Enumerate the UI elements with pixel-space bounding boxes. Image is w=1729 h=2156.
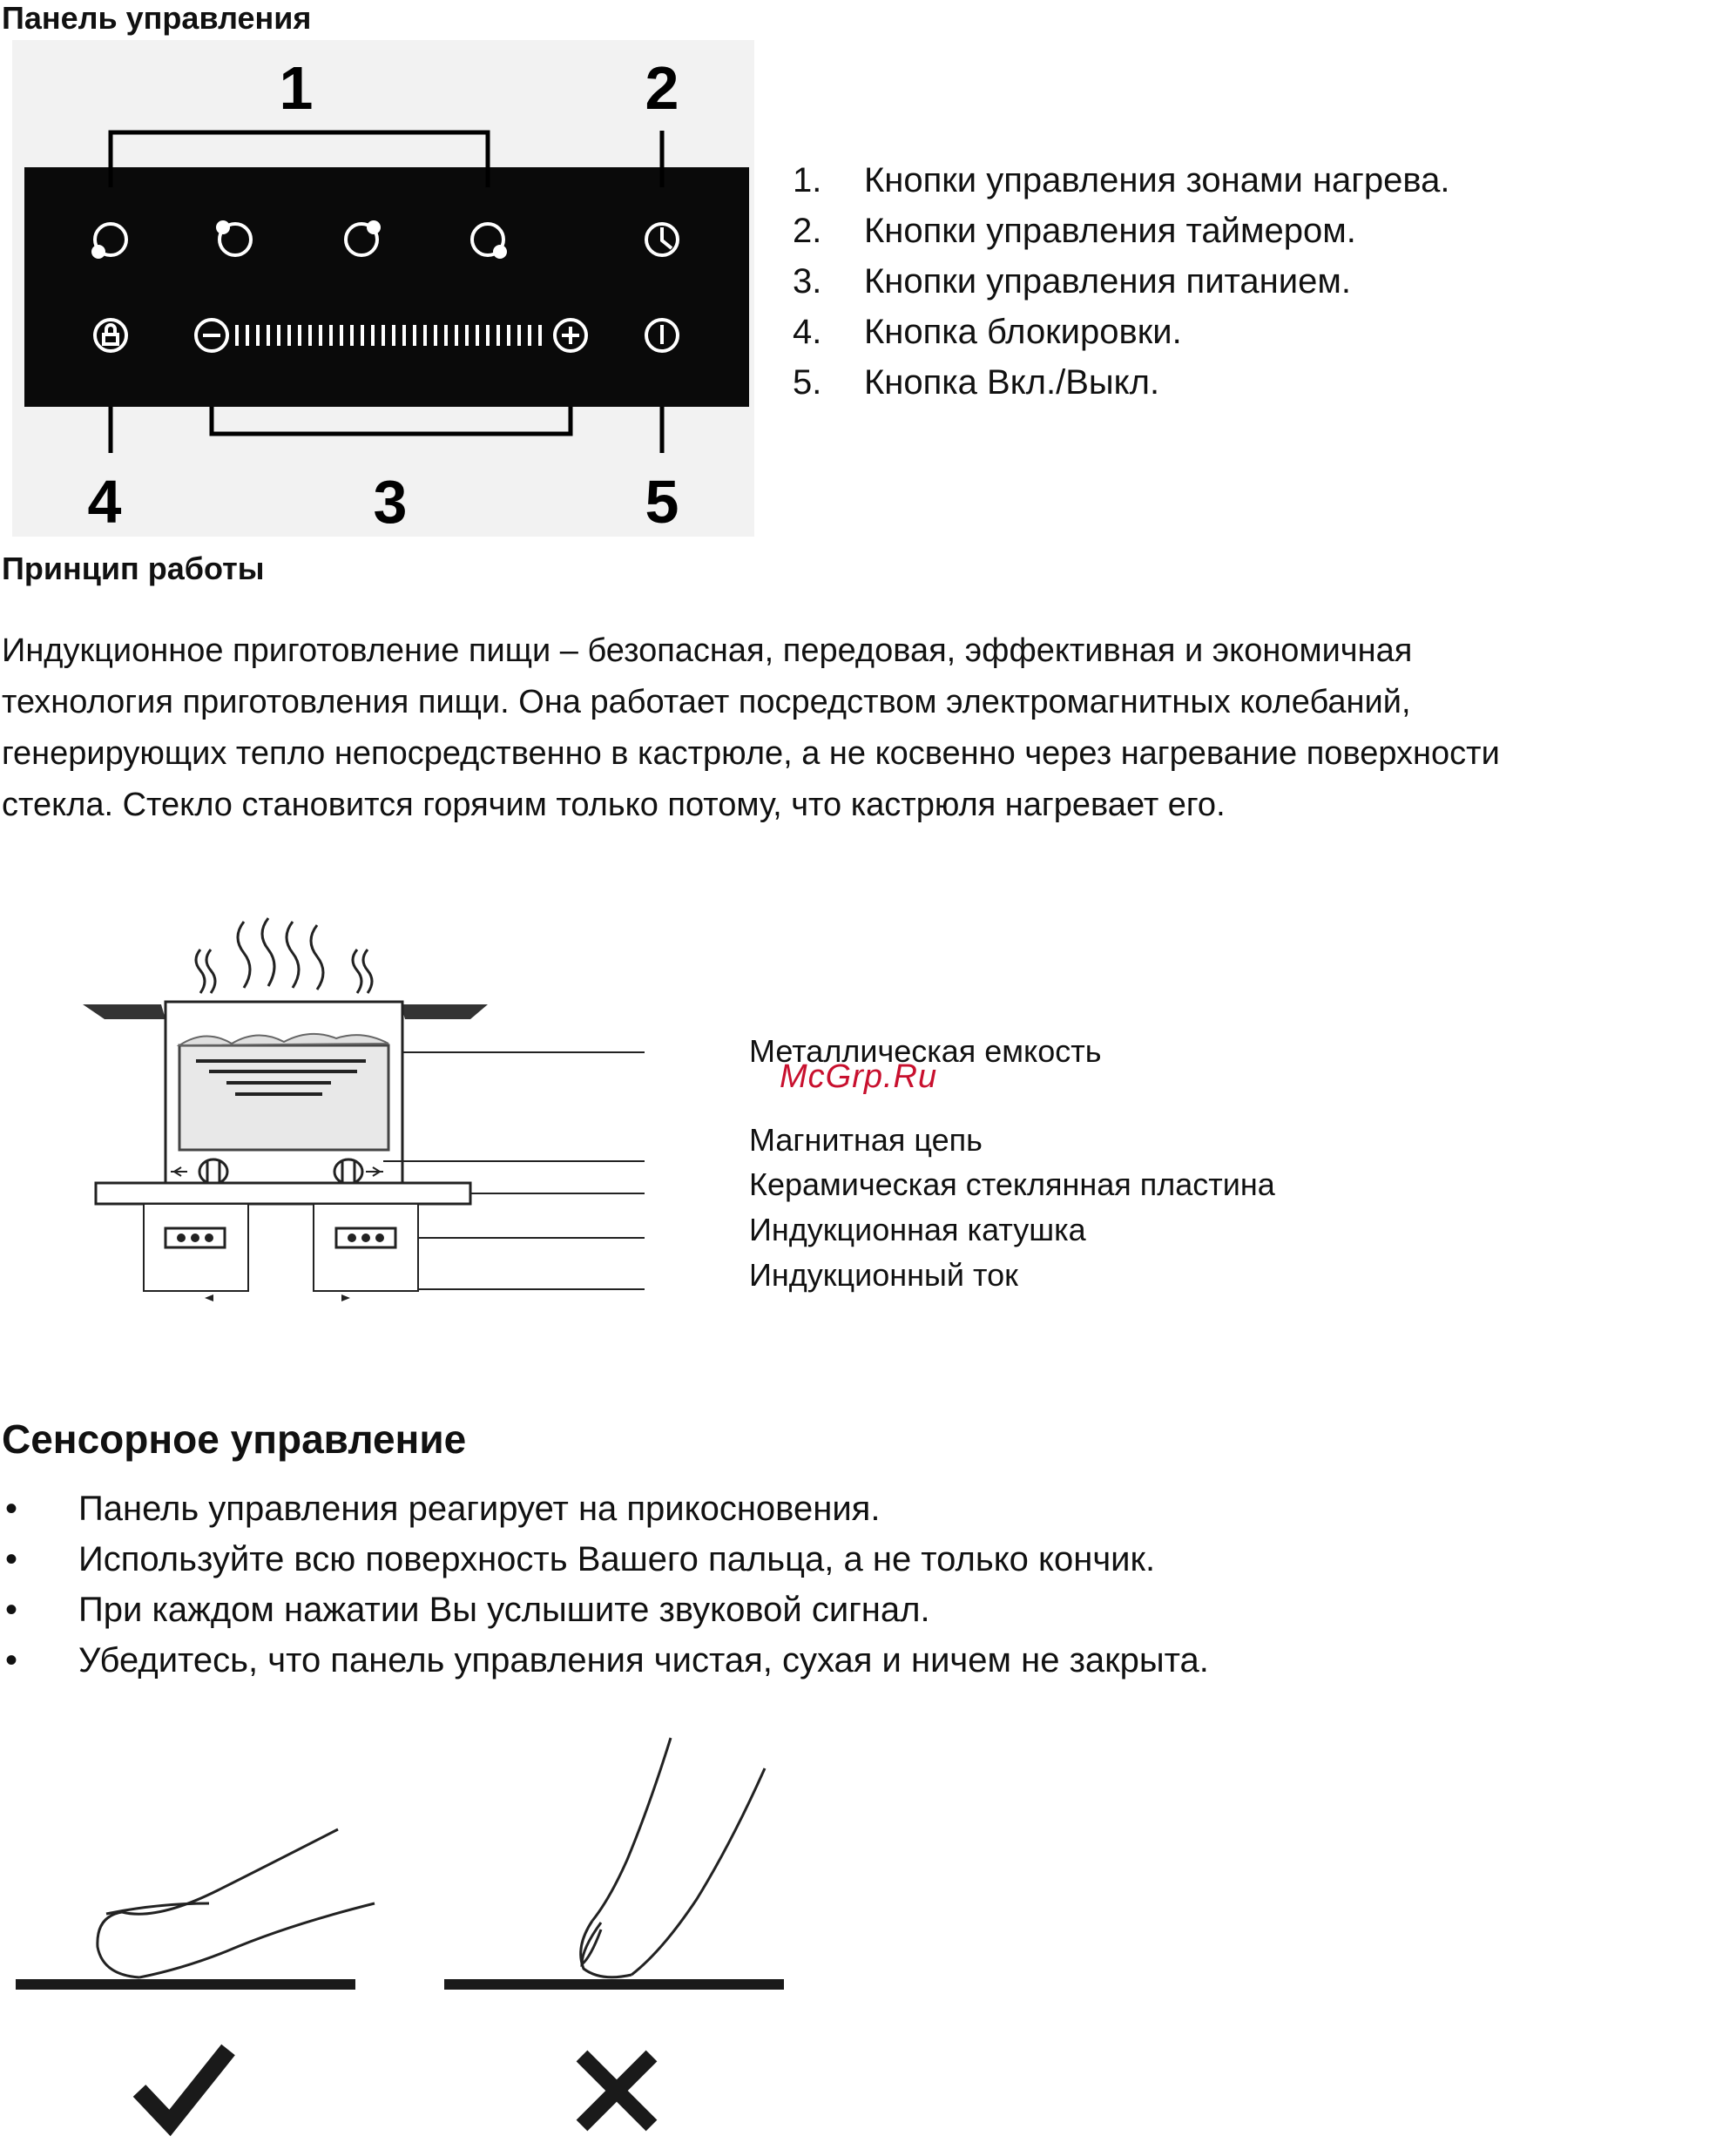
sensor-bullet-2: • Используйте всю поверхность Вашего пальца, а не только кончик. — [5, 1540, 1156, 1578]
control-panel-diagram — [0, 35, 767, 540]
sensor-bullet-1: • Панель управления реагирует на прикосновения. — [5, 1490, 881, 1528]
callout-2: 2 — [645, 54, 679, 122]
legend-item-2: 2. Кнопки управления таймером. — [793, 212, 1356, 250]
callout-1: 1 — [279, 54, 314, 122]
steam-lines — [196, 918, 372, 993]
sensor-bullet-list — [2, 1484, 1209, 1686]
label-metal-container: Металлическая емкость — [749, 1033, 1102, 1069]
fingertip-wrong — [581, 1738, 765, 1977]
surface-right — [444, 1979, 784, 1990]
leader-lines — [383, 1052, 645, 1289]
legend-item-4: 4. Кнопка блокировки. — [793, 313, 1182, 351]
watermark: McGrp.Ru — [780, 1058, 938, 1095]
label-ceramic-plate: Керамическая стеклянная пластина — [749, 1166, 1275, 1202]
control-panel-body — [24, 167, 749, 407]
panel-section-title: Панель управления — [2, 0, 312, 36]
induction-coil-left — [144, 1204, 248, 1291]
induction-current-arrow-left — [205, 1294, 213, 1301]
finger-touch-illustration — [0, 1720, 801, 2156]
panel-legend — [793, 155, 1450, 408]
principle-line-1: Индукционное приготовление пищи – безопасная, передовая, эффективная и экономичная — [2, 632, 1413, 669]
induction-current-arrow-right — [341, 1294, 350, 1301]
sensor-section-title: Сенсорное управление — [2, 1416, 467, 1462]
pan-handle-left — [83, 1004, 165, 1019]
callout-4: 4 — [87, 468, 122, 536]
flat-finger-correct — [98, 1829, 375, 1977]
label-induction-current: Индукционный ток — [749, 1257, 1018, 1293]
principle-paragraph — [2, 625, 1726, 831]
callout-3: 3 — [373, 468, 408, 536]
cross-icon — [582, 2056, 652, 2126]
legend-item-1: 1. Кнопки управления зонами нагрева. — [793, 161, 1450, 199]
induction-coil-right — [314, 1204, 418, 1291]
legend-item-3: 3. Кнопки управления питанием. — [793, 262, 1351, 301]
callout-5: 5 — [645, 468, 679, 536]
legend-item-5: 5. Кнопка Вкл./Выкл. — [793, 363, 1160, 402]
principle-line-4: стекла. Стекло становится горячим только потому, что кастрюля нагревает его. — [2, 787, 1226, 823]
pan-handle-right — [401, 1004, 488, 1019]
principle-line-2: технология приготовления пищи. Она работает посредством электромагнитных колебаний, — [2, 684, 1411, 720]
label-induction-coil: Индукционная катушка — [749, 1212, 1086, 1247]
surface-left — [16, 1979, 355, 1990]
sensor-bullet-3: • При каждом нажатии Вы услышите звуковой сигнал. — [5, 1591, 930, 1629]
label-magnetic-circuit: Магнитная цепь — [749, 1122, 983, 1158]
principle-line-3: генерирующих тепло непосредственно в кастрюле, а не косвенно через нагревание поверхности — [2, 735, 1500, 772]
ceramic-glass-plate — [96, 1183, 470, 1204]
induction-diagram — [70, 906, 662, 1315]
sensor-bullet-4: • Убедитесь, что панель управления чистая, сухая и ничем не закрыта. — [5, 1641, 1209, 1680]
principle-section-title: Принцип работы — [2, 551, 265, 586]
check-icon — [139, 2050, 228, 2123]
